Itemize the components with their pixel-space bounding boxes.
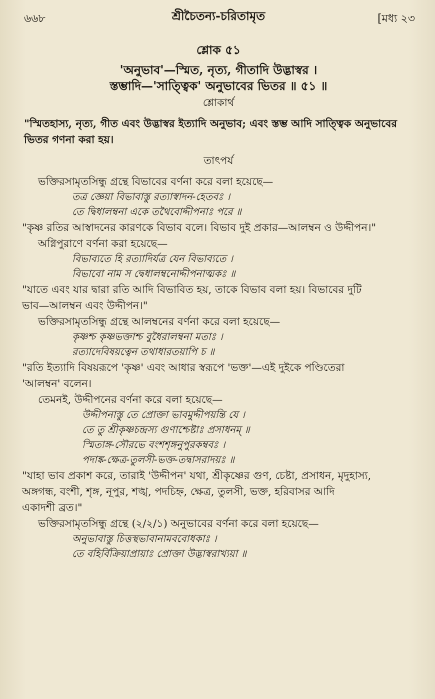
page-number: ৬৬৮ — [24, 12, 46, 25]
sanskrit-verse — [22, 532, 415, 562]
sanskrit-line: কৃষ্ণশ্চ কৃষ্ণভক্তাশ্চ বুধৈরালম্বনা মতাঃ । — [72, 332, 223, 343]
purport-paragraph: তেমনই, উদ্দীপনের বর্ণনা করে বলা হয়েছে— — [38, 394, 223, 406]
sanskrit-line: বিভাবো নাম স দ্বেধালম্বনোদ্দীপনাত্মকঃ ॥ — [72, 269, 236, 280]
translation-line: ভিতর গণনা করা হয়। — [24, 134, 114, 146]
page-header — [22, 8, 415, 28]
sanskrit-verse — [22, 330, 415, 360]
sanskrit-line: তত্র জ্ঞেয়া বিভাবাস্তু রত্যাস্বাদন-হেতবঃ । — [72, 192, 231, 203]
chapter-reference: [মধ্য ২৩ — [377, 12, 415, 25]
purport-paragraph: ভক্তিরসামৃতসিন্ধু গ্রন্থে আলম্বনের বর্ণনা করে বলা হয়েছে— — [38, 316, 281, 328]
verse-line: স্তম্ভাদি—'সাত্ত্বিক' অনুভাবের ভিতর ॥ ৫১ ॥ — [109, 79, 328, 93]
sanskrit-line: বিভাব্যতে হি রত্যাদির্যত্র যেন বিভাব্যতে । — [72, 254, 233, 265]
sanskrit-line: রত্যাদেবিষয়ত্বেন তথাধারতয়াপি চ ॥ — [72, 347, 215, 358]
purport-paragraph: ভক্তিরসামৃতসিন্ধু গ্রন্থে বিভাবের বর্ণনা করে বলা হয়েছে— — [38, 176, 274, 188]
sanskrit-line: উদ্দীপনাস্তু তে প্রোক্তা ভাবমুদ্দীপয়ন্তি যে । — [82, 410, 245, 421]
purport-paragraph: 'আলম্বন' বলেন। — [22, 378, 92, 390]
sanskrit-line: স্মিতাঙ্গ-সৌরভে বংশশৃঙ্গনুপুরকম্ববঃ । — [82, 440, 226, 451]
purport-paragraph: অগ্নিপুরাণে বর্ণনা করা হয়েছে— — [38, 238, 168, 250]
sanskrit-verse — [22, 190, 415, 220]
purport-paragraph: "যাহা ভাব প্রকাশ করে, তারাই 'উদ্দীপন' যথা, শ্রীকৃষ্ণের গুণ, চেষ্টা, প্রসাধন, মৃদুহাস্য, — [22, 470, 372, 482]
purport-paragraph: ভক্তিরসামৃতসিন্ধু গ্রন্থে (২/২/১) অনুভাবের বর্ণনা করে বলা হয়েছে— — [38, 518, 319, 530]
purport-paragraph: ভাব—আলম্বন এবং উদ্দীপন।" — [22, 300, 148, 312]
purport-paragraph: একাদশী ব্রত।" — [22, 502, 83, 514]
translation-text — [22, 116, 415, 148]
verse-line: 'অনুভাব'—স্মিত, নৃত্য, গীতাদি উদ্ভাস্বর । — [119, 63, 318, 77]
sanskrit-verse — [22, 408, 415, 468]
sanskrit-line: তে তু শ্রীকৃষ্ণচন্দ্রস্য গুণাশ্চেষ্টাঃ প্রসাধনম্ ॥ — [82, 425, 250, 436]
running-title: শ্রীচৈতন্য-চরিতামৃত — [171, 9, 266, 23]
purport-paragraph: "রতি ইত্যাদি বিষয়রূপে 'কৃষ্ণ' এবং আধার স্বরূপে 'ভক্ত'—এই দুইকে পণ্ডিতেরা — [22, 362, 345, 374]
translation-line: "স্মিতহাস্য, নৃত্য, গীত এবং উদ্ভাস্বর ইত্যাদি অনুভাব; এবং স্তম্ভ আদি সাত্ত্বিক অনুভাবের — [24, 118, 397, 130]
sanskrit-line: তে দ্বিধালম্বনা একে তথৈবোদ্দীপনাঃ পরে ॥ — [72, 207, 242, 218]
sanskrit-line: অনুভাবাস্তু চিত্তস্থভাবানামববোধকাঃ । — [72, 534, 217, 545]
sanskrit-verse — [22, 252, 415, 282]
sanskrit-line: তে বহির্বিক্রিয়াপ্রায়াঃ প্রোক্তা উদ্ভাস্বরাখ্যয়া ॥ — [72, 549, 247, 560]
sanskrit-line: পদাঙ্ক-ক্ষেত্র-তুলসী-ভক্ত-তদ্বাসরাদয়ঃ ॥ — [82, 455, 235, 466]
purport-paragraph: "কৃষ্ণ রতির আস্বাদনের কারণকে বিভাব বলে। বিভাব দুই প্রকার—আলম্বন ও উদ্দীপন।" — [22, 222, 377, 234]
verse-title: শ্লোক ৫১ — [196, 43, 241, 57]
translation-heading: শ্লোকার্থ — [202, 97, 235, 109]
purport-heading: তাৎপর্য — [203, 155, 234, 167]
purport-paragraph: অঙ্গগন্ধ, বংশী, শৃঙ্গ, নূপুর, শঙ্খ, পদচিহ্ন, ক্ষেত্র, তুলসী, ভক্ত, হরিবাসর আদি — [22, 486, 335, 498]
purport-paragraph: "যাতে এবং যার দ্বারা রতি আদি বিভাবিত হয়, তাকে বিভাব বলা হয়। বিভাবের দুটি — [22, 284, 362, 296]
